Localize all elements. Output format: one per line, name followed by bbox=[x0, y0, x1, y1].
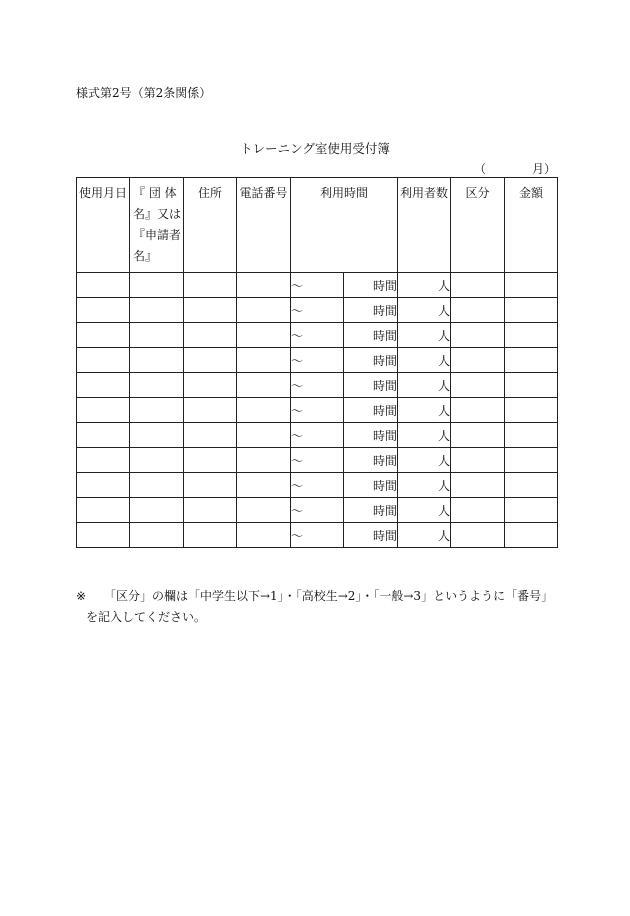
cell-hours: 時間 bbox=[344, 398, 398, 423]
cell-amount bbox=[505, 273, 558, 298]
cell-date bbox=[77, 398, 130, 423]
cell-user-count: 人 bbox=[398, 448, 451, 473]
cell-category bbox=[451, 298, 505, 323]
cell-hours: 時間 bbox=[344, 523, 398, 548]
cell-time-range: ～ bbox=[291, 473, 344, 498]
cell-time-range: ～ bbox=[291, 423, 344, 448]
usage-register-table bbox=[76, 177, 558, 548]
header-row bbox=[77, 178, 558, 273]
cell-group-name bbox=[130, 373, 184, 398]
cell-user-count: 人 bbox=[398, 523, 451, 548]
document-title: トレーニング室使用受付簿 bbox=[240, 141, 390, 156]
cell-time-range: ～ bbox=[291, 298, 344, 323]
cell-category bbox=[451, 523, 505, 548]
cell-category bbox=[451, 323, 505, 348]
table-row bbox=[77, 523, 558, 548]
cell-date bbox=[77, 448, 130, 473]
cell-phone bbox=[237, 423, 291, 448]
cell-phone bbox=[237, 398, 291, 423]
cell-address bbox=[184, 448, 237, 473]
cell-hours: 時間 bbox=[344, 498, 398, 523]
cell-address bbox=[184, 373, 237, 398]
table-row bbox=[77, 423, 558, 448]
cell-date bbox=[77, 323, 130, 348]
cell-phone bbox=[237, 323, 291, 348]
cell-hours: 時間 bbox=[344, 323, 398, 348]
cell-amount bbox=[505, 398, 558, 423]
cell-group-name bbox=[130, 323, 184, 348]
cell-time-range: ～ bbox=[291, 273, 344, 298]
cell-group-name bbox=[130, 348, 184, 373]
cell-hours: 時間 bbox=[344, 373, 398, 398]
cell-date bbox=[77, 498, 130, 523]
table-row bbox=[77, 448, 558, 473]
cell-group-name bbox=[130, 398, 184, 423]
table-row bbox=[77, 498, 558, 523]
month-label: 月） bbox=[531, 162, 556, 176]
note bbox=[76, 586, 561, 628]
register-body bbox=[77, 273, 558, 548]
header-group-name bbox=[130, 178, 184, 273]
header-group-line1: 『 団 体 bbox=[133, 186, 177, 200]
table-row bbox=[77, 348, 558, 373]
cell-category bbox=[451, 473, 505, 498]
cell-category bbox=[451, 498, 505, 523]
header-category: 区分 bbox=[451, 178, 505, 273]
cell-phone bbox=[237, 373, 291, 398]
cell-time-range: ～ bbox=[291, 323, 344, 348]
cell-phone bbox=[237, 473, 291, 498]
cell-amount bbox=[505, 523, 558, 548]
header-usage-time: 利用時間 bbox=[291, 178, 398, 273]
cell-user-count: 人 bbox=[398, 323, 451, 348]
cell-phone bbox=[237, 273, 291, 298]
cell-address bbox=[184, 398, 237, 423]
cell-date bbox=[77, 473, 130, 498]
cell-amount bbox=[505, 323, 558, 348]
cell-date bbox=[77, 423, 130, 448]
cell-phone bbox=[237, 448, 291, 473]
cell-category bbox=[451, 423, 505, 448]
header-group-line4: 名』 bbox=[133, 249, 158, 263]
header-date: 使用月日 bbox=[77, 178, 130, 273]
cell-date bbox=[77, 348, 130, 373]
cell-group-name bbox=[130, 273, 184, 298]
cell-phone bbox=[237, 298, 291, 323]
cell-time-range: ～ bbox=[291, 448, 344, 473]
table-row bbox=[77, 298, 558, 323]
cell-date bbox=[77, 373, 130, 398]
cell-phone bbox=[237, 523, 291, 548]
note-line1: 「区分」の欄は「中学生以下→1」・「高校生→2」・「一般→3」というように「番号」 bbox=[104, 589, 554, 603]
cell-time-range: ～ bbox=[291, 348, 344, 373]
cell-group-name bbox=[130, 498, 184, 523]
cell-date bbox=[77, 298, 130, 323]
header-amount: 金額 bbox=[505, 178, 558, 273]
table-row bbox=[77, 473, 558, 498]
cell-category bbox=[451, 348, 505, 373]
month-open-paren: （ bbox=[474, 162, 487, 176]
cell-user-count: 人 bbox=[398, 398, 451, 423]
cell-hours: 時間 bbox=[344, 348, 398, 373]
cell-group-name bbox=[130, 298, 184, 323]
cell-user-count: 人 bbox=[398, 348, 451, 373]
header-phone: 電話番号 bbox=[237, 178, 291, 273]
cell-time-range: ～ bbox=[291, 398, 344, 423]
cell-address bbox=[184, 423, 237, 448]
cell-hours: 時間 bbox=[344, 298, 398, 323]
table-row bbox=[77, 323, 558, 348]
header-address: 住所 bbox=[184, 178, 237, 273]
cell-user-count: 人 bbox=[398, 423, 451, 448]
cell-amount bbox=[505, 498, 558, 523]
cell-time-range: ～ bbox=[291, 373, 344, 398]
table-row bbox=[77, 373, 558, 398]
cell-amount bbox=[505, 373, 558, 398]
cell-user-count: 人 bbox=[398, 273, 451, 298]
cell-date bbox=[77, 273, 130, 298]
cell-user-count: 人 bbox=[398, 498, 451, 523]
cell-amount bbox=[505, 348, 558, 373]
cell-time-range: ～ bbox=[291, 498, 344, 523]
note-mark: ※ bbox=[76, 589, 87, 603]
cell-hours: 時間 bbox=[344, 423, 398, 448]
form-number: 様式第2号（第2条関係） bbox=[76, 86, 212, 100]
cell-time-range: ～ bbox=[291, 523, 344, 548]
cell-phone bbox=[237, 348, 291, 373]
cell-hours: 時間 bbox=[344, 473, 398, 498]
cell-amount bbox=[505, 448, 558, 473]
cell-group-name bbox=[130, 448, 184, 473]
header-user-count: 利用者数 bbox=[398, 178, 451, 273]
cell-group-name bbox=[130, 423, 184, 448]
header-group-line3: 『申請者 bbox=[133, 228, 182, 242]
cell-address bbox=[184, 473, 237, 498]
cell-category bbox=[451, 398, 505, 423]
cell-amount bbox=[505, 423, 558, 448]
cell-category bbox=[451, 448, 505, 473]
note-line2: を記入してください。 bbox=[86, 610, 207, 624]
cell-address bbox=[184, 323, 237, 348]
cell-user-count: 人 bbox=[398, 298, 451, 323]
cell-address bbox=[184, 348, 237, 373]
cell-address bbox=[184, 298, 237, 323]
cell-user-count: 人 bbox=[398, 373, 451, 398]
table-row bbox=[77, 398, 558, 423]
cell-address bbox=[184, 523, 237, 548]
table-row bbox=[77, 273, 558, 298]
header-group-line2: 名』又は bbox=[133, 207, 182, 221]
cell-category bbox=[451, 373, 505, 398]
cell-category bbox=[451, 273, 505, 298]
cell-user-count: 人 bbox=[398, 473, 451, 498]
cell-address bbox=[184, 273, 237, 298]
cell-phone bbox=[237, 498, 291, 523]
cell-date bbox=[77, 523, 130, 548]
cell-group-name bbox=[130, 473, 184, 498]
cell-group-name bbox=[130, 523, 184, 548]
cell-address bbox=[184, 498, 237, 523]
cell-hours: 時間 bbox=[344, 448, 398, 473]
cell-hours: 時間 bbox=[344, 273, 398, 298]
cell-amount bbox=[505, 473, 558, 498]
cell-amount bbox=[505, 298, 558, 323]
